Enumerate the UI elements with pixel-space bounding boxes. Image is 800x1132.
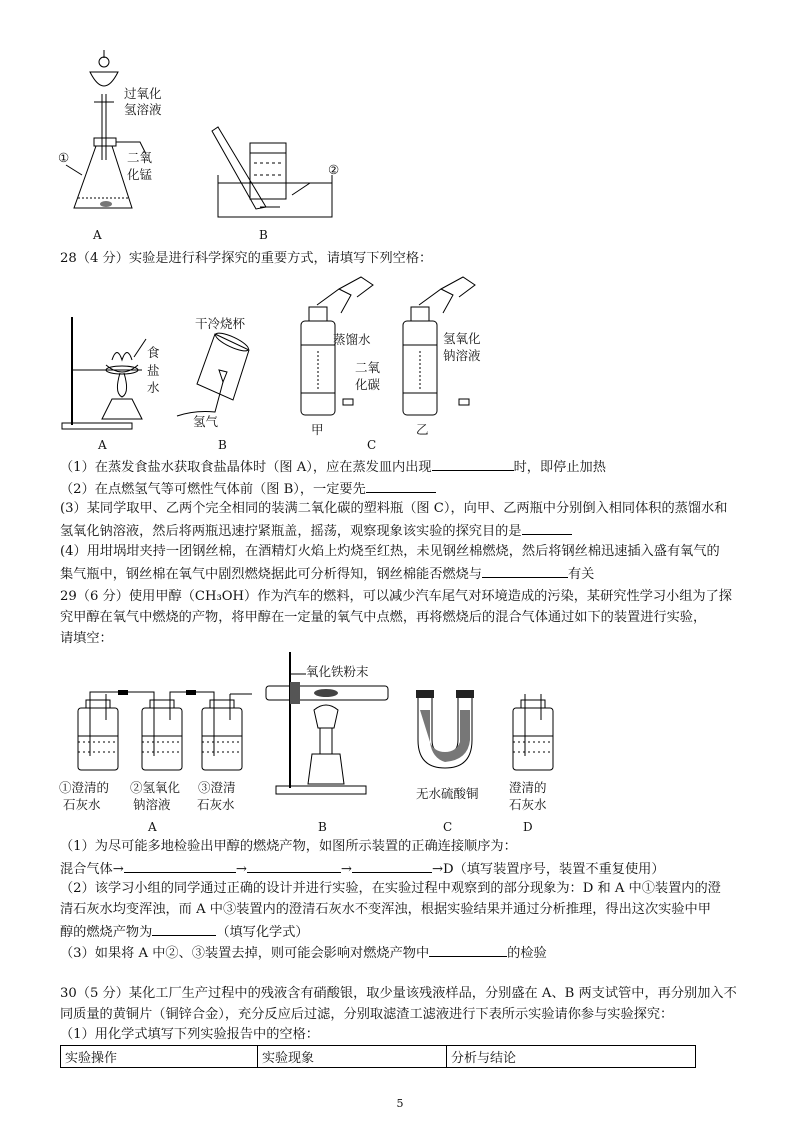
q29-q2-line3 xyxy=(60,922,309,942)
q29-answer-3[interactable] xyxy=(429,943,507,957)
bottle-3-label-line2: 石灰水 xyxy=(197,797,235,812)
hydrogen-label: 氢气 xyxy=(193,414,219,429)
q28-item-4-line2 xyxy=(60,564,594,584)
table-header-phenomenon: 实验现象 xyxy=(258,1046,447,1068)
q28-item-4-line1: (4）用坩埚坩夹持一团钢丝棉，在酒精灯火焰上灼烧至红热，未见钢丝棉燃烧，然后将钢丝棉迅速插入盛有氧气的 xyxy=(60,544,720,559)
q28-item-1 xyxy=(60,457,606,477)
bottle-1-label-line1: ①澄清的 xyxy=(59,780,110,795)
top-figure-a-diagram xyxy=(60,50,153,220)
bottle-3-label-line1: ③澄清 xyxy=(198,780,236,795)
q28-item-3-line2 xyxy=(60,521,572,541)
q29-intro-line3: 请填空： xyxy=(60,631,113,646)
q29-answer-1c[interactable] xyxy=(352,859,432,873)
saltwater-label-3: 水 xyxy=(147,380,160,395)
q29-q3 xyxy=(60,943,547,963)
q29-answer-1a[interactable] xyxy=(124,859,236,873)
naoh-label-line1: 氢氧化 xyxy=(443,331,481,346)
q28-item-3-text: 氢氧化钠溶液，然后将两瓶迅速拧紧瓶盖，摇荡，观察现象该实验的探究目的是 xyxy=(60,524,522,539)
q29-q2-pre: 醇的燃烧产物为 xyxy=(60,925,153,940)
bottle-jia-label: 甲 xyxy=(311,422,324,437)
bottle-d-label-line1: 澄清的 xyxy=(509,780,547,795)
table-header-row xyxy=(61,1046,696,1068)
q29-caption-b: B xyxy=(318,820,327,834)
q29-q3-pre: （3）如果将 A 中②、③装置去掉，则可能会影响对燃烧产物中 xyxy=(60,946,430,961)
solid-label-line1: 二氧 xyxy=(127,150,153,165)
top-caption-b: B xyxy=(259,228,268,242)
q29-q1-text: （1）为尽可能多地检验出甲醇的燃烧产物，如图所示装置的正确连接顺序为： xyxy=(60,839,517,854)
q29-q1-arrow-2: → xyxy=(340,862,352,877)
q29-intro-line1: 29（6 分）使用甲醇（CH₃OH）作为汽车的燃料，可以减少汽车尾气对环境造成的污染，某研究性学习小组为了探 xyxy=(60,589,732,604)
q29-figure-d-wash-bottle xyxy=(505,690,565,775)
q28-item-4-text: 集气瓶中，钢丝棉在氧气中剧烈燃烧据此可分析得知，钢丝棉能否燃烧与 xyxy=(60,567,482,582)
bottle-yi-label: 乙 xyxy=(416,422,429,437)
q29-answer-1b[interactable] xyxy=(247,859,341,873)
q28-caption-a: A xyxy=(98,438,107,452)
q28-item-1-pre: （1）在蒸发食盐水获取食盐晶体时（图 A），应在蒸发皿内出现 xyxy=(60,460,432,475)
q29-q2-line1: （2）该学习小组的同学通过正确的设计并进行实验，在实验过程中观察到的部分现象为：D 和 A 中①装置内的澄 xyxy=(60,881,721,896)
q28-item-1-post: 时，即停止加热 xyxy=(513,460,606,475)
q29-caption-d: D xyxy=(523,820,533,834)
q30-sub: （1）用化学式填写下列实验报告中的空格： xyxy=(60,1027,319,1042)
funnel-label-line2: 氢溶液 xyxy=(124,102,162,117)
anhydrous-cuso4-label: 无水硫酸铜 xyxy=(416,786,479,801)
bottle-2-label-line1: ②氢氧化 xyxy=(130,780,181,795)
q29-q2-post: （填写化学式） xyxy=(216,925,309,940)
q29-q1-end: →D（填写装置序号，装置不重复使用） xyxy=(431,862,665,877)
q28-answer-1[interactable] xyxy=(432,457,514,471)
q28-answer-4[interactable] xyxy=(482,564,568,578)
q28-heading: 28（4 分）实验是进行科学探究的重要方式，请填写下列空格： xyxy=(60,251,433,266)
distilled-water-label: 蒸馏水 xyxy=(333,332,371,347)
q29-answer-2[interactable] xyxy=(152,922,216,936)
q29-figure-a-wash-bottles xyxy=(70,690,255,775)
top-caption-a: A xyxy=(93,228,102,242)
q29-intro-line2: 究甲醇在氧气中燃烧的产物，将甲醇在一定量的氧气中点燃，再将燃烧后的混合气体通过如下的装置进行实验， xyxy=(60,610,707,625)
funnel-label-line1: 过氧化 xyxy=(124,86,162,101)
q29-caption-c: C xyxy=(443,820,453,834)
q29-q3-post: 的检验 xyxy=(507,946,547,961)
q28-item-4-post: 有关 xyxy=(568,567,595,582)
cold-beaker-label: 干冷烧杯 xyxy=(195,316,246,331)
q28-item-2-pre: （2）在点燃氢气等可燃性气体前（图 B），一定要先 xyxy=(60,482,366,497)
q29-q1-arrow-1: → xyxy=(235,862,247,877)
bottle-2-label-line2: 钠溶液 xyxy=(133,797,171,812)
q28-answer-2[interactable] xyxy=(366,479,436,493)
naoh-label-line2: 钠溶液 xyxy=(443,348,481,363)
saltwater-label-2: 盐 xyxy=(147,363,160,378)
iron-oxide-label: 氧化铁粉末 xyxy=(306,664,369,679)
table-header-operation: 实验操作 xyxy=(61,1046,258,1068)
q30-line1: 30（5 分）某化工厂生产过程中的残液含有硝酸银，取少量该残液样品，分别盛在 A、B 两支试管中，再分别加入不 xyxy=(60,986,737,1001)
top-figure-b-diagram xyxy=(210,125,340,220)
q28-answer-3[interactable] xyxy=(522,521,572,535)
bottle-1-label-line2: 石灰水 xyxy=(63,797,101,812)
q28-caption-c: C xyxy=(367,438,377,452)
q29-caption-a: A xyxy=(148,820,157,834)
marker-2: ② xyxy=(328,162,340,177)
page-number: 5 xyxy=(396,1097,404,1110)
saltwater-label-1: 食 xyxy=(147,345,160,360)
solid-label-line2: 化锰 xyxy=(127,167,153,182)
q28-caption-b: B xyxy=(218,438,227,452)
q30-line2: 同质量的黄铜片（铜锌合金），充分反应后过滤，分别取滤渣工滤液进行下表所示实验请你参与实验探究： xyxy=(60,1007,674,1022)
q29-figure-c-u-tube xyxy=(412,690,482,772)
q28-item-3-line1: (3）某同学取甲、乙两个完全相同的装满二氧化碳的塑料瓶（图 C），向甲、乙两瓶中分别倒入相同体积的蒸馏水和 xyxy=(60,501,728,516)
q28-item-2 xyxy=(60,479,436,499)
co2-label-line1: 二氧 xyxy=(355,360,381,375)
experiment-report-table xyxy=(60,1045,696,1068)
marker-1: ① xyxy=(58,150,70,165)
co2-label-line2: 化碳 xyxy=(355,377,381,392)
q29-q1-sequence xyxy=(60,859,665,879)
q29-q1-start: 混合气体→ xyxy=(60,862,124,877)
table-header-conclusion: 分析与结论 xyxy=(447,1046,696,1068)
q29-q2-line2: 清石灰水均变浑浊，而 A 中③装置内的澄清石灰水不变浑浊，根据实验结果并通过分析推理，得出这次实验中甲 xyxy=(60,902,711,917)
bottle-d-label-line2: 石灰水 xyxy=(509,797,547,812)
